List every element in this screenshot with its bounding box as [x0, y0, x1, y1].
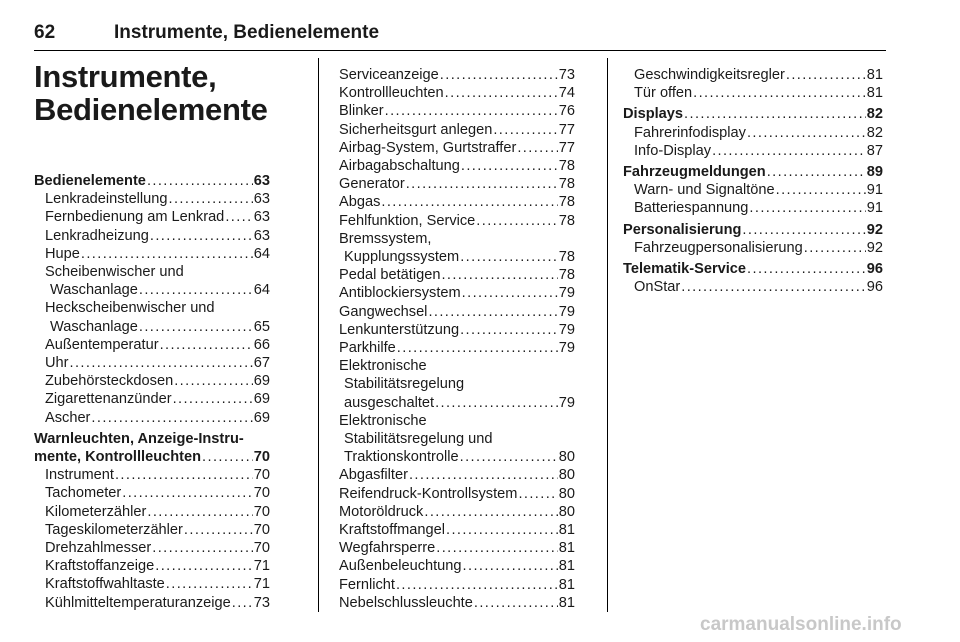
toc-entry[interactable]: Sicherheitsgurt anlegen ..... 77 — [339, 121, 575, 139]
toc-entry[interactable]: Wegfahrsperre ..... 81 — [339, 539, 575, 557]
toc-entry[interactable]: Lenkunterstützung ..... 79 — [339, 321, 575, 339]
toc-entry[interactable]: Lenkradheizung ..... 63 — [34, 227, 270, 245]
toc-entry[interactable]: Tachometer ..... 70 — [34, 484, 270, 502]
toc-entry-line: Bremssystem, — [339, 230, 432, 247]
toc-section-fahrzeugmeldungen[interactable]: Fahrzeugmeldungen ..... 89 — [623, 163, 883, 181]
toc-entry[interactable]: Abgas ..... 78 — [339, 193, 575, 211]
toc-entry[interactable]: Ascher ..... 69 — [34, 409, 270, 427]
toc-entry[interactable]: Außentemperatur ..... 66 — [34, 336, 270, 354]
toc-entry[interactable]: Hupe ..... 64 — [34, 245, 270, 263]
toc-entry[interactable]: ausgeschaltet ..... 79 — [339, 394, 575, 412]
page-number: 62 — [34, 22, 56, 43]
toc-entry[interactable]: Reifendruck-Kontrollsystem ..... 80 — [339, 485, 575, 503]
column-divider-1 — [318, 58, 319, 612]
toc-section-bedienelemente[interactable]: Bedienelemente ..... 63 — [34, 172, 270, 190]
toc-entry[interactable]: Parkhilfe ..... 79 — [339, 339, 575, 357]
toc-entry-line: Scheibenwischer und — [45, 264, 184, 281]
toc-section-line: Warnleuchten, Anzeige-Instru- — [34, 430, 244, 447]
toc-entry[interactable]: Zigarettenanzünder ..... 69 — [34, 390, 270, 408]
toc-entry[interactable]: Airbag-System, Gurtstraffer ..... 77 — [339, 139, 575, 157]
toc-entry-line: Stabilitätsregelung — [344, 376, 465, 393]
toc-entry[interactable]: Generator ..... 78 — [339, 175, 575, 193]
toc-entry[interactable]: Kühlmitteltemperaturanzeige ..... 73 — [34, 594, 270, 612]
toc-entry[interactable]: Fehlfunktion, Service ..... 78 — [339, 212, 575, 230]
toc-entry[interactable]: Lenkradeinstellung ..... 63 — [34, 190, 270, 208]
toc-entry[interactable]: Drehzahlmesser ..... 70 — [34, 539, 270, 557]
toc-entry[interactable]: Blinker ..... 76 — [339, 102, 575, 120]
toc-entry[interactable]: Waschanlage ..... 65 — [34, 318, 270, 336]
header-rule — [34, 50, 886, 51]
toc-entry-line: Elektronische — [339, 412, 427, 429]
toc-section-personalisierung[interactable]: Personalisierung ..... 92 — [623, 221, 883, 239]
toc-section-warnleuchten[interactable]: mente, Kontrollleuchten ..... 70 — [34, 448, 270, 466]
toc-entry[interactable]: Kraftstoffwahltaste ..... 71 — [34, 575, 270, 593]
toc-entry[interactable]: Info-Display ..... 87 — [623, 142, 883, 160]
toc-entry[interactable]: Kontrollleuchten ..... 74 — [339, 84, 575, 102]
toc-entry[interactable]: Instrument ..... 70 — [34, 466, 270, 484]
toc-entry[interactable]: Waschanlage ..... 64 — [34, 281, 270, 299]
toc-entry[interactable]: Airbagabschaltung ..... 78 — [339, 157, 575, 175]
toc-entry[interactable]: Kraftstoffanzeige ..... 71 — [34, 557, 270, 575]
toc-entry[interactable]: Fahrzeugpersonalisierung ..... 92 — [623, 239, 883, 257]
toc-entry[interactable]: Traktionskontrolle ..... 80 — [339, 448, 575, 466]
toc-entry[interactable]: Fernlicht ..... 81 — [339, 576, 575, 594]
toc-entry[interactable]: Batteriespannung ..... 91 — [623, 199, 883, 217]
toc-entry[interactable]: OnStar ..... 96 — [623, 278, 883, 296]
toc-entry[interactable]: Kraftstoffmangel ..... 81 — [339, 521, 575, 539]
toc-column-2 — [339, 66, 575, 612]
toc-entry[interactable]: Kupplungssystem ..... 78 — [339, 248, 575, 266]
toc-entry[interactable]: Motoröldruck ..... 80 — [339, 503, 575, 521]
toc-entry[interactable]: Kilometerzähler ..... 70 — [34, 503, 270, 521]
running-title: Instrumente, Bedienelemente — [114, 22, 380, 43]
toc-section-telematik-service[interactable]: Telematik-Service ..... 96 — [623, 260, 883, 278]
chapter-title-line-2: Bedienelemente — [34, 92, 268, 127]
toc-entry[interactable]: Antiblockiersystem ..... 79 — [339, 284, 575, 302]
page-header — [34, 22, 886, 52]
toc-column-3 — [623, 66, 883, 296]
toc-entry-line: Stabilitätsregelung und — [344, 431, 493, 448]
toc-entry-line: Heckscheibenwischer und — [45, 300, 215, 317]
toc-entry[interactable]: Pedal betätigen ..... 78 — [339, 266, 575, 284]
chapter-title-line-1: Instrumente, — [34, 59, 217, 94]
toc-entry[interactable]: Gangwechsel ..... 79 — [339, 303, 575, 321]
toc-entry[interactable]: Warn- und Signaltöne ..... 91 — [623, 181, 883, 199]
toc-entry[interactable]: Tür offen ..... 81 — [623, 84, 883, 102]
toc-column-1 — [34, 172, 270, 612]
toc-entry[interactable]: Serviceanzeige ..... 73 — [339, 66, 575, 84]
toc-entry[interactable]: Fahrerinfodisplay ..... 82 — [623, 124, 883, 142]
toc-entry[interactable]: Fernbedienung am Lenkrad ..... 63 — [34, 208, 270, 226]
toc-entry[interactable]: Nebelschlussleuchte ..... 81 — [339, 594, 575, 612]
toc-entry[interactable]: Abgasfilter ..... 80 — [339, 466, 575, 484]
toc-entry[interactable]: Außenbeleuchtung ..... 81 — [339, 557, 575, 575]
toc-entry[interactable]: Zubehörsteckdosen ..... 69 — [34, 372, 270, 390]
toc-entry[interactable]: Geschwindigkeitsregler ..... 81 — [623, 66, 883, 84]
toc-section-displays[interactable]: Displays ..... 82 — [623, 105, 883, 123]
chapter-title — [34, 60, 268, 126]
column-divider-2 — [607, 58, 608, 612]
toc-entry-line: Elektronische — [339, 358, 427, 375]
watermark: carmanualsonline.info — [700, 614, 902, 635]
toc-entry[interactable]: Tageskilometerzähler ..... 70 — [34, 521, 270, 539]
toc-entry[interactable]: Uhr ..... 67 — [34, 354, 270, 372]
